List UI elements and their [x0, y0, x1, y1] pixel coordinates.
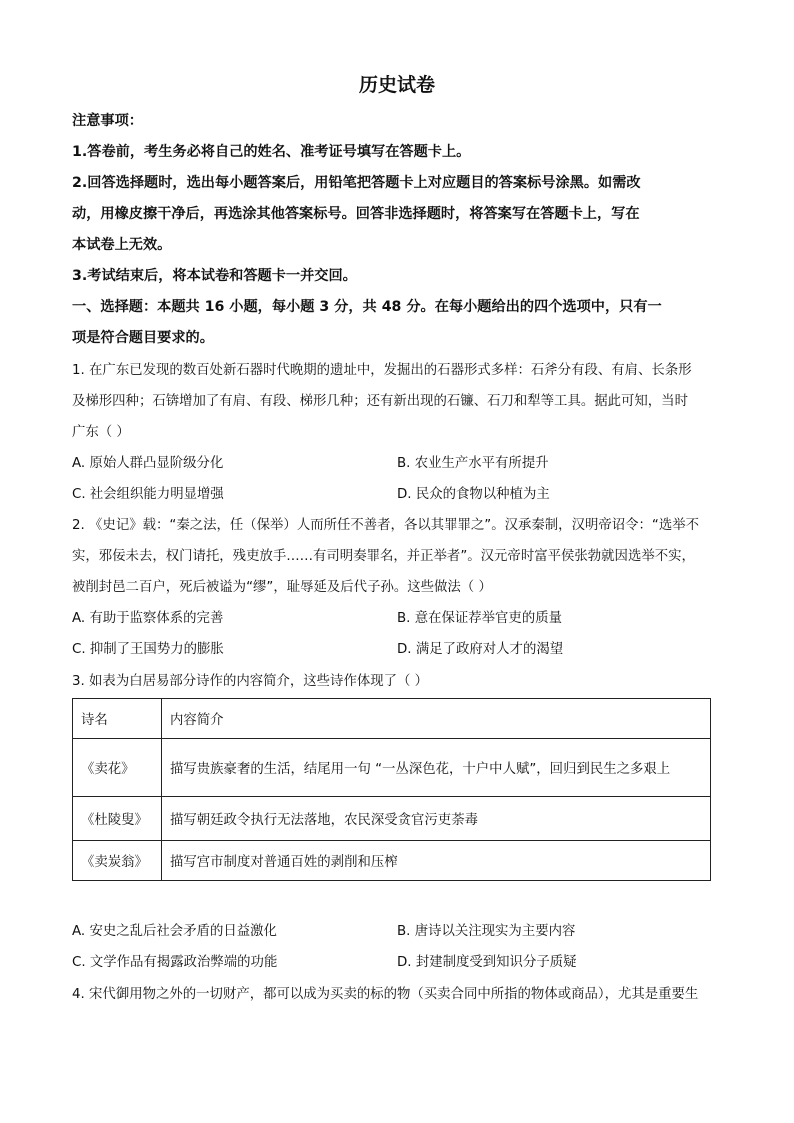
q2-option-d: D. 满足了政府对人才的渴望: [397, 642, 564, 657]
q1-option-d: D. 民众的食物以种植为主: [397, 487, 550, 502]
poem-table: [72, 698, 711, 881]
table-row: [73, 841, 711, 881]
q2-option-c: C. 抑制了王国势力的膨胀: [72, 642, 224, 657]
q3-option-b: B. 唐诗以关注现实为主要内容: [397, 924, 576, 939]
notes-item-2-line-3: 本试卷上无效。: [72, 237, 172, 253]
table-cell-poem: 《卖花》: [73, 739, 162, 797]
q3-option-d: D. 封建制度受到知识分子质疑: [397, 955, 577, 970]
table-row: [73, 739, 711, 797]
q2-option-a: A. 有助于监察体系的完善: [72, 611, 224, 626]
notes-heading: 注意事项：: [72, 113, 143, 129]
table-header-cell: 内容简介: [162, 699, 711, 739]
q3-stem-line-1: 3. 如表为白居易部分诗作的内容简介，这些诗作体现了（ ）: [72, 674, 429, 689]
notes-item-2-line-1: 2.回答选择题时，选出每小题答案后，用铅笔把答题卡上对应题目的答案标号涂黑。如需改: [72, 175, 641, 191]
q1-option-a: A. 原始人群凸显阶级分化: [72, 456, 224, 471]
q4-stem-line-1: 4. 宋代御用物之外的一切财产，都可以成为买卖的标的物（买卖合同中所指的物体或商品），尤其是重要生: [72, 987, 699, 1002]
section-heading-line-1: 一、选择题：本题共 16 小题，每小题 3 分，共 48 分。在每小题给出的四个选项中，只有一: [72, 299, 662, 315]
notes-item-2-line-2: 动，用橡皮擦干净后，再选涂其他答案标号。回答非选择题时，将答案写在答题卡上，写在: [72, 206, 640, 222]
table-cell-summary: 描写朝廷政令执行无法落地，农民深受贪官污吏荼毒: [162, 797, 711, 841]
q3-option-a: A. 安史之乱后社会矛盾的日益激化: [72, 924, 277, 939]
table-cell-summary: 描写贵族豪奢的生活，结尾用一句 “一丛深色花，十户中人赋”，回归到民生之多艰上: [162, 739, 711, 797]
table-header-row: [73, 699, 711, 739]
section-heading-line-2: 项是符合题目要求的。: [72, 330, 214, 346]
q2-option-b: B. 意在保证荐举官吏的质量: [397, 611, 562, 626]
q1-stem-line-2: 及梯形四种；石锛增加了有肩、有段、梯形几种；还有新出现的石镰、石刀和犁等工具。据此可知，当时: [72, 394, 688, 409]
q2-stem-line-2: 实，邪佞未去，权门请托，残吏放手……有司明奏罪名，并正举者”。汉元帝时富平侯张勃就因选举不实，: [72, 549, 695, 564]
notes-item-3: 3.考试结束后，将本试卷和答题卡一并交回。: [72, 268, 357, 284]
notes-item-1: 1.答卷前，考生务必将自己的姓名、准考证号填写在答题卡上。: [72, 144, 471, 160]
table-header-cell: 诗名: [73, 699, 162, 739]
page-title: 历史试卷: [358, 74, 435, 96]
table-cell-summary: 描写宫市制度对普通百姓的剥削和压榨: [162, 841, 711, 881]
q3-option-c: C. 文学作品有揭露政治弊端的功能: [72, 955, 278, 970]
table-cell-poem: 《杜陵叟》: [73, 797, 162, 841]
table-cell-poem: 《卖炭翁》: [73, 841, 162, 881]
q2-stem-line-3: 被削封邑二百户，死后被谥为“缪”，耻辱延及后代子孙。这些做法（ ）: [72, 580, 492, 595]
q1-option-b: B. 农业生产水平有所提升: [397, 456, 549, 471]
q1-stem-line-3: 广东（ ）: [72, 425, 130, 440]
q1-stem-line-1: 1. 在广东已发现的数百处新石器时代晚期的遗址中，发掘出的石器形式多样：石斧分有段、有肩、长条形: [72, 363, 692, 378]
q1-option-c: C. 社会组织能力明显增强: [72, 487, 224, 502]
q2-stem-line-1: 2. 《史记》载：“秦之法，任（保举）人而所任不善者，各以其罪罪之”。汉承秦制，汉明帝诏令：“选举不: [72, 518, 700, 533]
table-row: [73, 797, 711, 841]
